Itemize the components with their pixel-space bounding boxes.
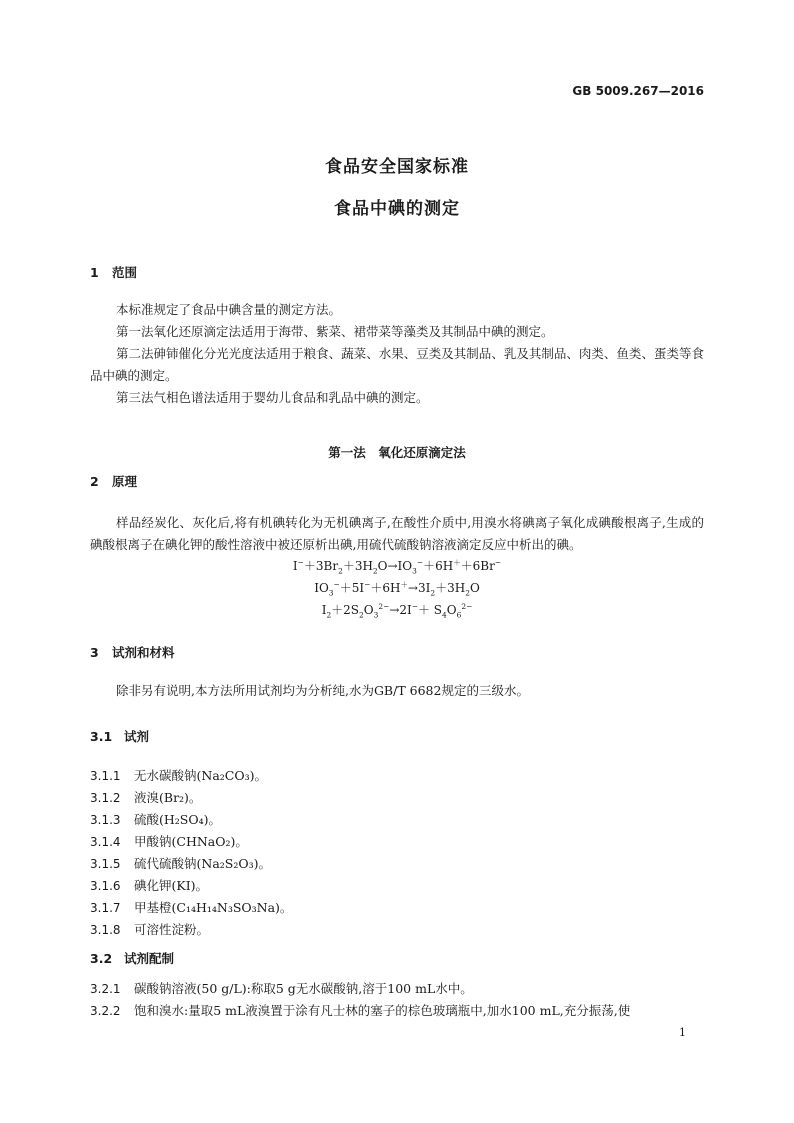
standard-code: GB 5009.267—2016 <box>572 84 704 98</box>
section-3-1-heading <box>90 727 149 745</box>
equation-2: $IO_3^-+5I^-+6H^+\to 3I_2+3H_2O$ <box>314 580 480 598</box>
section-number: 2 <box>90 474 99 489</box>
document-title-line1: 食品安全国家标准 <box>325 157 469 177</box>
section-3-2-heading <box>90 949 174 967</box>
section-1-heading <box>90 263 137 281</box>
preparation-item <box>90 1001 630 1019</box>
item-text: 饱和溴水:量取5 mL液溴置于涂有凡士林的塞子的棕色玻璃瓶中,加水100 mL,充分振荡,使 <box>134 1003 631 1018</box>
section-title: 原理 <box>112 474 138 489</box>
section-number: 1 <box>90 265 99 280</box>
section-number: 3.2 <box>90 951 113 966</box>
item-number: 3.1.6 <box>90 879 121 893</box>
item-number: 3.1.2 <box>90 791 121 805</box>
document-title-line2: 食品中碘的测定 <box>334 199 460 219</box>
section-title: 试剂配制 <box>124 951 175 966</box>
item-text: 可溶性淀粉。 <box>134 922 210 937</box>
item-number: 3.1.4 <box>90 835 121 849</box>
paragraph: 本标准规定了食品中碘含量的测定方法。 <box>116 302 342 317</box>
preparation-item <box>90 979 473 997</box>
item-number: 3.1.7 <box>90 901 121 915</box>
section-title: 范围 <box>112 265 138 280</box>
item-number: 3.1.5 <box>90 857 121 871</box>
item-text: 碳酸钠溶液(50 g/L):称取5 g无水碳酸钠,溶于100 mL水中。 <box>134 981 473 996</box>
section-title: 试剂 <box>124 729 150 744</box>
paragraph: 第一法氧化还原滴定法适用于海带、紫菜、裙带菜等藻类及其制品中碘的测定。 <box>116 324 554 339</box>
section-2-heading <box>90 472 137 490</box>
item-text: 硫酸(H₂SO₄)。 <box>134 812 221 827</box>
section-3-body <box>90 680 704 702</box>
paragraph: 样品经炭化、灰化后,将有机碘转化为无机碘离子,在酸性介质中,用溴水将碘离子氧化成碘酸根离子,生成的碘酸根离子在碘化钾的酸性溶液中被还原析出碘,用硫代硫酸钠溶液滴定反应中析出的碘。 <box>90 515 704 552</box>
equation-3: $I_2+2S_2O_3^{2-}\to 2I^-+ S_4O_6^{2-}$ <box>321 602 473 620</box>
reagent-item <box>90 854 271 872</box>
item-text: 甲基橙(C₁₄H₁₄N₃SO₃Na)。 <box>134 900 293 915</box>
reagent-item <box>90 920 209 938</box>
item-number: 3.2.2 <box>90 1004 121 1018</box>
item-text: 无水碳酸钠(Na₂CO₃)。 <box>134 768 267 783</box>
item-text: 液溴(Br₂)。 <box>134 790 202 805</box>
section-3-heading <box>90 643 175 661</box>
paragraph: 除非另有说明,本方法所用试剂均为分析纯,水为GB/T 6682规定的三级水。 <box>116 683 529 698</box>
item-number: 3.1.8 <box>90 923 121 937</box>
paragraph: 第二法砷铈催化分光光度法适用于粮食、蔬菜、水果、豆类及其制品、乳及其制品、肉类、鱼类、蛋类等食品中碘的测定。 <box>90 346 704 383</box>
item-text: 碘化钾(KI)。 <box>134 878 209 893</box>
section-number: 3.1 <box>90 729 113 744</box>
equation-1: $I^-+3Br_2+3H_2O\to IO_3^-+6H^++6Br^-$ <box>292 558 502 576</box>
item-text: 甲酸钠(CHNaO₂)。 <box>134 834 248 849</box>
item-number: 3.1.1 <box>90 769 121 783</box>
item-text: 硫代硫酸钠(Na₂S₂O₃)。 <box>134 856 271 871</box>
section-number: 3 <box>90 645 99 660</box>
item-number: 3.1.3 <box>90 813 121 827</box>
section-1-body <box>90 299 704 409</box>
reagent-item <box>90 788 201 806</box>
section-title: 试剂和材料 <box>112 645 175 660</box>
method-1-title: 第一法 氧化还原滴定法 <box>328 445 466 460</box>
section-2-body <box>90 512 704 556</box>
reagent-item <box>90 876 208 894</box>
reagent-item <box>90 810 221 828</box>
reagent-item <box>90 832 248 850</box>
reagent-item <box>90 898 292 916</box>
page-number: 1 <box>679 1026 686 1039</box>
reagent-item <box>90 766 267 784</box>
item-number: 3.2.1 <box>90 982 121 996</box>
paragraph: 第三法气相色谱法适用于婴幼儿食品和乳品中碘的测定。 <box>116 390 429 405</box>
